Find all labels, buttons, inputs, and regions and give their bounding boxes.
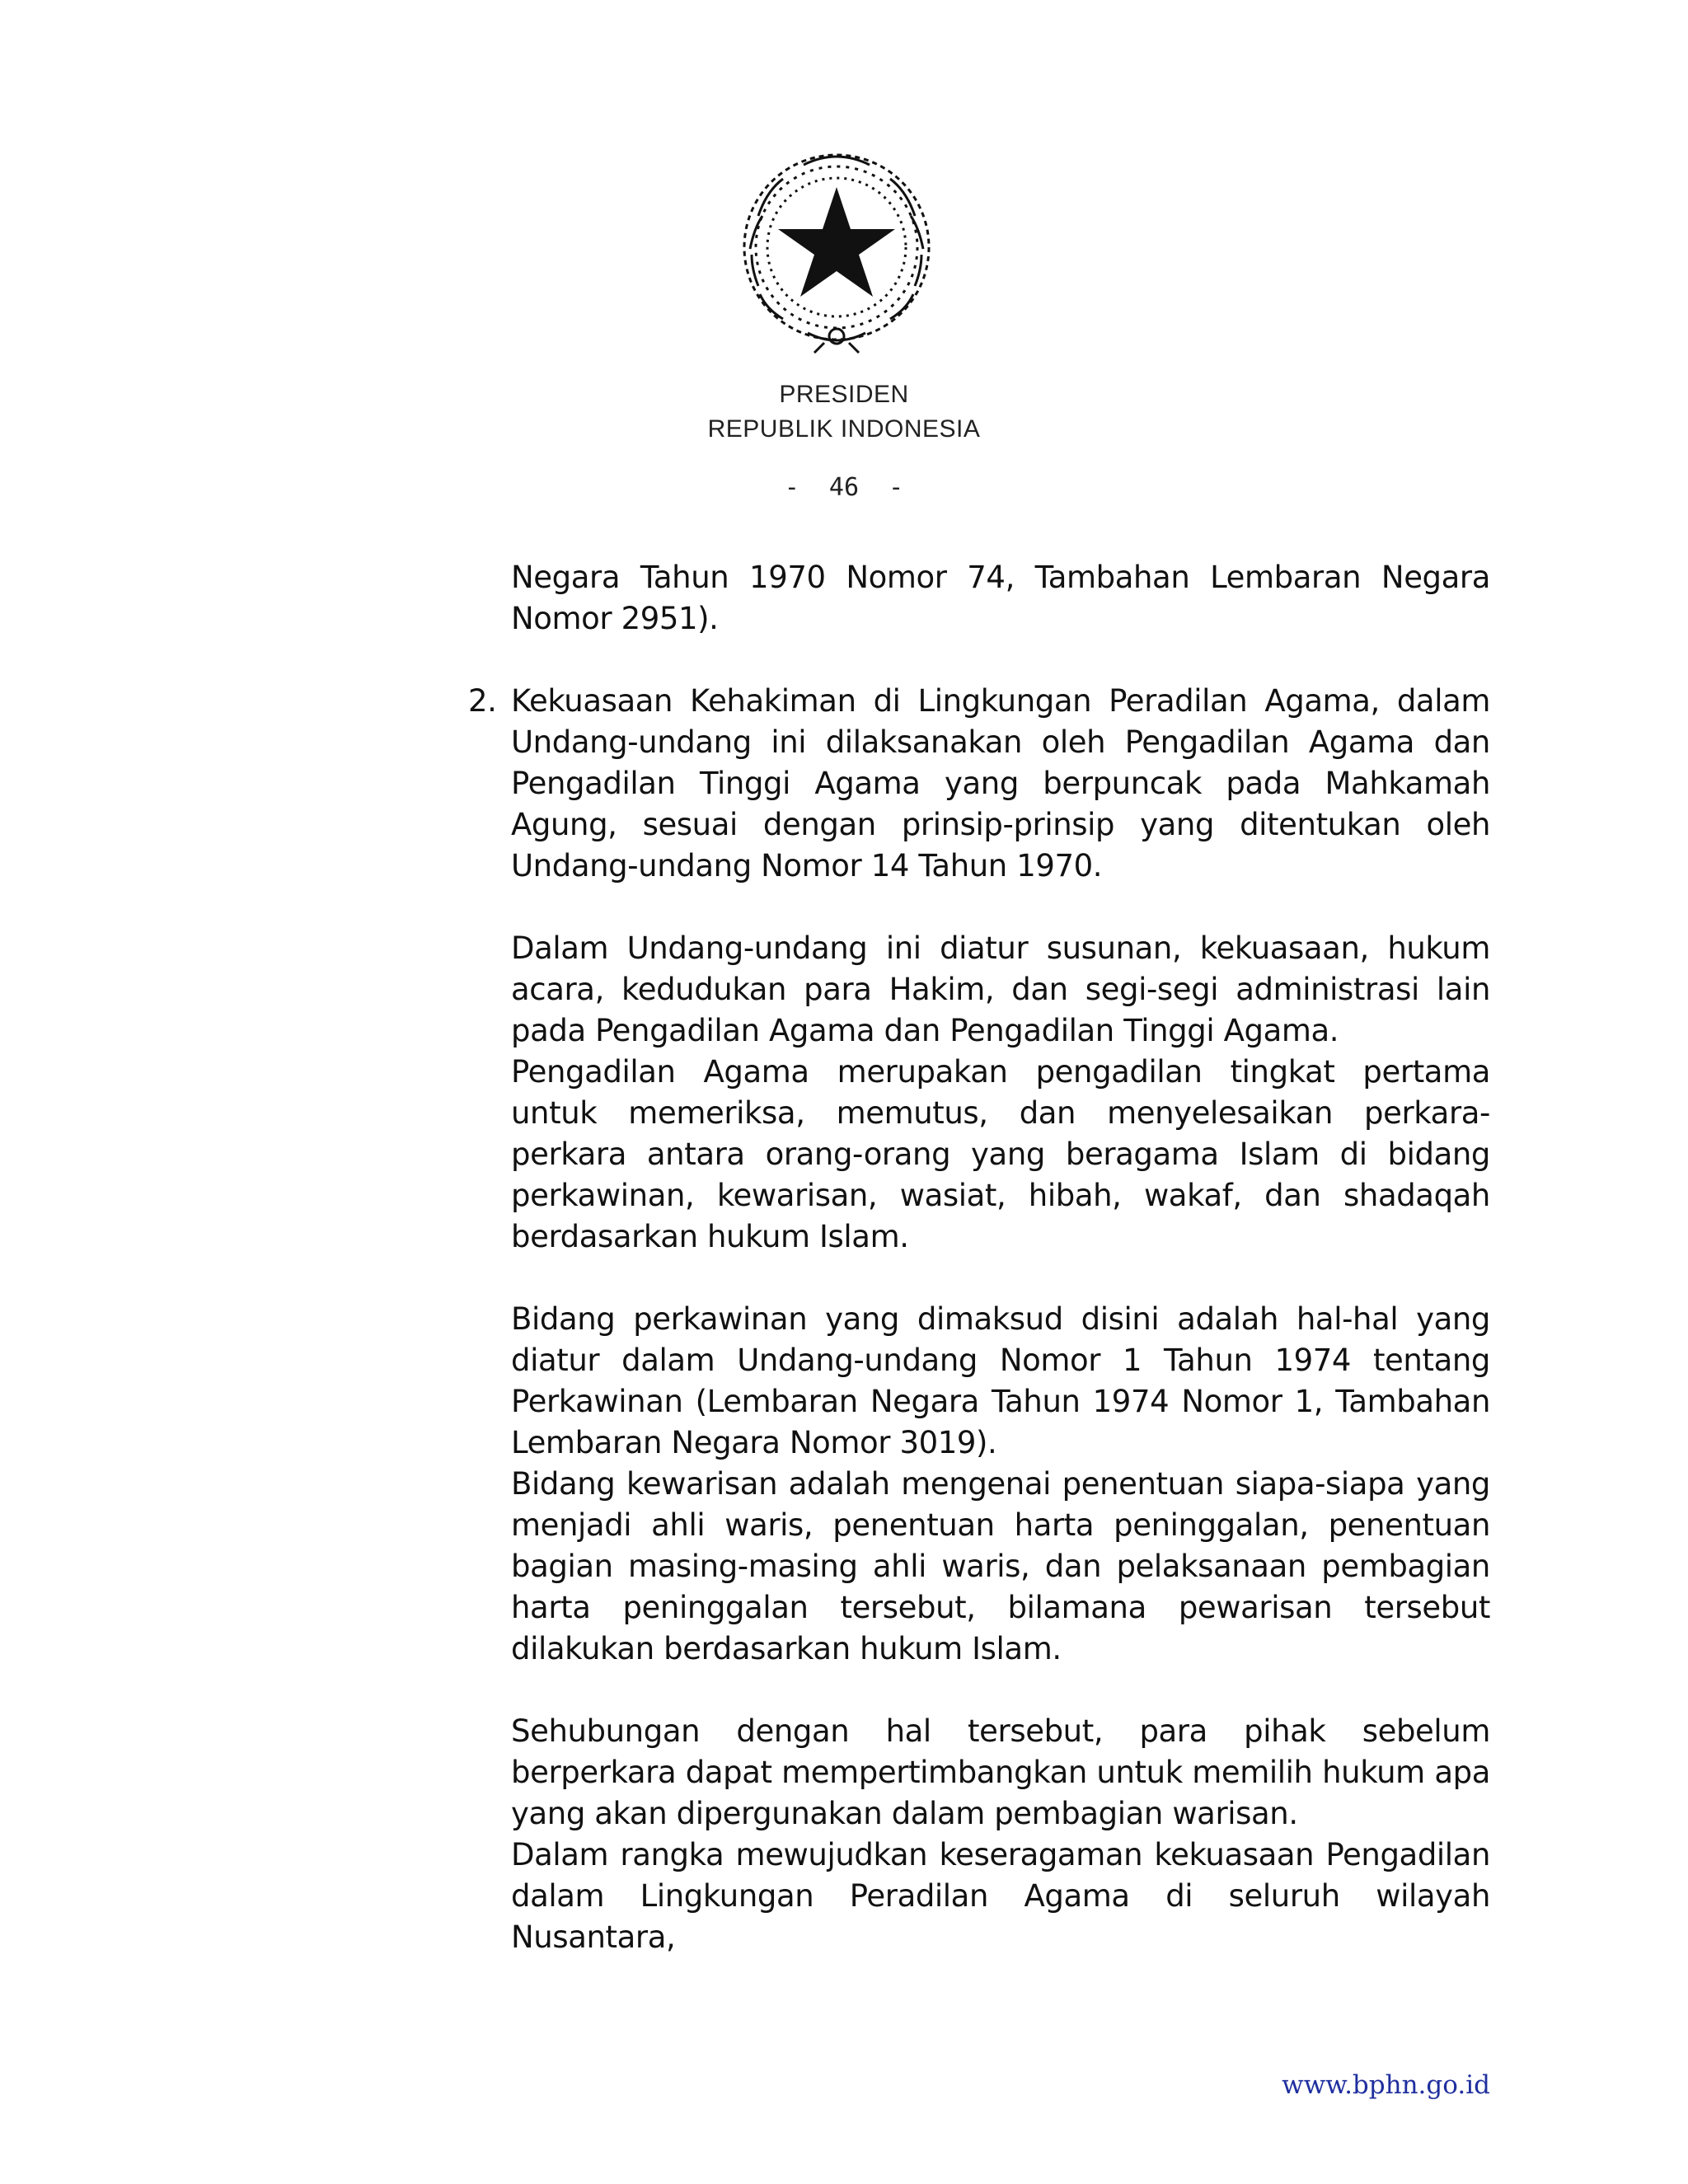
- paragraph-keseragaman: Dalam rangka mewujudkan keseragaman kekuasaan Pengadilan dalam Lingkungan Peradilan Agama di seluruh wilayah Nusantara,: [511, 1837, 1490, 1955]
- paragraph-susunan: Dalam Undang-undang ini diatur susunan, kekuasaan, hukum acara, kedudukan para Hakim, dan segi-segi administrasi lain pada Pengadilan Agama dan Pengadilan Tinggi Agama.: [511, 930, 1490, 1048]
- list-item-number: 2.: [468, 683, 497, 719]
- paragraph-sehubungan: Sehubungan dengan hal tersebut, para pihak sebelum berperkara dapat mempertimbangkan untuk memilih hukum apa yang akan dipergunakan dalam pembagian warisan.: [511, 1713, 1490, 1831]
- list-item-2: [468, 681, 1490, 887]
- continuation-paragraph: Negara Tahun 1970 Nomor 74, Tambahan Lembaran Negara Nomor 2951).: [511, 560, 1490, 636]
- list-item-text: Kekuasaan Kehakiman di Lingkungan Peradilan Agama, dalam Undang-undang ini dilaksanakan oleh Pengadilan Agama dan Pengadilan Tinggi Agama yang berpuncak pada Mahkamah Agung, sesuai dengan prinsip-prinsip yang ditentukan oleh Undang-undang Nomor 14 Tahun 1970.: [511, 683, 1490, 883]
- document-body: [468, 557, 1490, 1958]
- paragraph-pengadilan-agama: Pengadilan Agama merupakan pengadilan tingkat pertama untuk memeriksa, memutus, dan menyelesaikan perkara-perkara antara orang-orang yang beragama Islam di bidang perkawinan, kewarisan, wasiat, hibah, wakaf, dan shadaqah berdasarkan hukum Islam.: [511, 1054, 1490, 1254]
- header-republik-indonesia: REPUBLIK INDONESIA: [707, 415, 981, 443]
- footer-url: www.bphn.go.id: [1282, 2070, 1490, 2100]
- paragraph-bidang-kewarisan: Bidang kewarisan adalah mengenai penentuan siapa-siapa yang menjadi ahli waris, penentuan harta peninggalan, penentuan bagian masing-masing ahli waris, dan pelaksanaan pembagian harta peninggalan tersebut, bilamana pewarisan tersebut dilakukan berdasarkan hukum Islam.: [511, 1466, 1490, 1666]
- page-number: - 46 -: [784, 473, 904, 502]
- paragraph-bidang-perkawinan: Bidang perkawinan yang dimaksud disini adalah hal-hal yang diatur dalam Undang-undang Nomor 1 Tahun 1974 tentang Perkawinan (Lembaran Negara Tahun 1974 Nomor 1, Tambahan Lembaran Negara Nomor 3019).: [511, 1301, 1490, 1460]
- garuda-star-emblem: [725, 142, 948, 358]
- header-presiden: PRESIDEN: [779, 381, 909, 408]
